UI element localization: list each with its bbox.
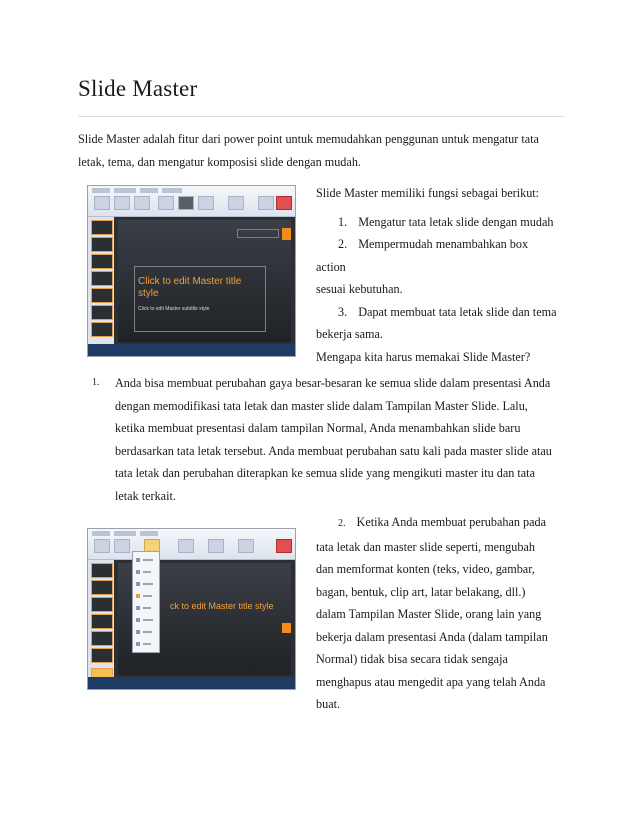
reason-1-text: Anda bisa membuat perubahan gaya besar-besaran ke semua slide dalam presentasi Anda dengan memodifikasi tata letak dan master slide dalam Tampilan Master Slide. Lalu, ketika membuat presentasi dalam tampilan Normal, Anda menambahkan slide baru berdasarkan tata letak tersebut. Anda membuat perubahan satu kali pada master slide atau tata letak dan perubahan diterapkan ke semua slide yang mengikuti master itu dan tata letak terkait.: [115, 376, 552, 503]
reason-2-number: 2.: [338, 518, 346, 529]
slide-canvas: [118, 220, 291, 342]
master-title-placeholder: Click to edit Master title style: [138, 276, 242, 299]
function-item-3-cont: bekerja sama.: [316, 327, 383, 341]
slide-thumbnails: [88, 560, 114, 677]
slide-thumbnails: [88, 217, 114, 344]
slide-master-screenshot-2: [87, 528, 296, 690]
functions-list: [316, 182, 566, 368]
function-item-2-cont-1: action: [316, 259, 346, 274]
function-item-2-cont-2: sesuai kebutuhan.: [316, 282, 403, 296]
windows-taskbar: [88, 344, 295, 356]
function-item-3: 3. Dapat membuat tata letak slide dan tema: [338, 304, 557, 319]
title-divider: [78, 116, 564, 117]
intro-paragraph: [78, 128, 564, 173]
intro-line-1: Slide Master adalah fitur dari power point untuk memudahkan penggunan untuk mengatur tata: [78, 132, 539, 146]
function-item-2: 2. Mempermudah menambahkan box: [338, 237, 529, 251]
ribbon-toolbar: [88, 186, 295, 217]
master-title-placeholder: ck to edit Master title style: [170, 601, 274, 611]
reason-1-paragraph: [92, 372, 566, 508]
reason-2-first-line: 2. Ketika Anda membuat perubahan pada: [338, 515, 547, 529]
reason-1-number: 1.: [92, 377, 100, 388]
intro-line-2: letak, tema, dan mengatur komposisi slide dengan mudah.: [78, 154, 361, 169]
question-line: Mengapa kita harus memakai Slide Master?: [316, 349, 531, 364]
functions-heading: Slide Master memiliki fungsi sebagai berikut:: [316, 186, 540, 200]
function-item-1: 1. Mengatur tata letak slide dengan mudah: [338, 214, 554, 229]
master-subtitle-placeholder: Click to edit Master subtitle style: [138, 306, 210, 312]
reason-2-paragraph: 2. Ketika Anda membuat perubahan pada tata letak dan master slide seperti, mengubah dan memformat konten (teks, video, gambar, bagan, bentuk, clip art, latar belakang, dll.) dalam Tampilan Master Slide, orang lain yang bekerja dalam presentasi Anda (dalam tampilan Normal) tidak bisa secara tidak sengaja menghapus atau mengedit apa yang telah Anda buat.: [316, 511, 566, 716]
page-title: Slide Master: [78, 76, 198, 101]
slide-master-screenshot-1: [87, 185, 296, 357]
insert-placeholder-menu: [132, 551, 160, 653]
ribbon-toolbar: [88, 529, 295, 560]
windows-taskbar: [88, 677, 295, 689]
